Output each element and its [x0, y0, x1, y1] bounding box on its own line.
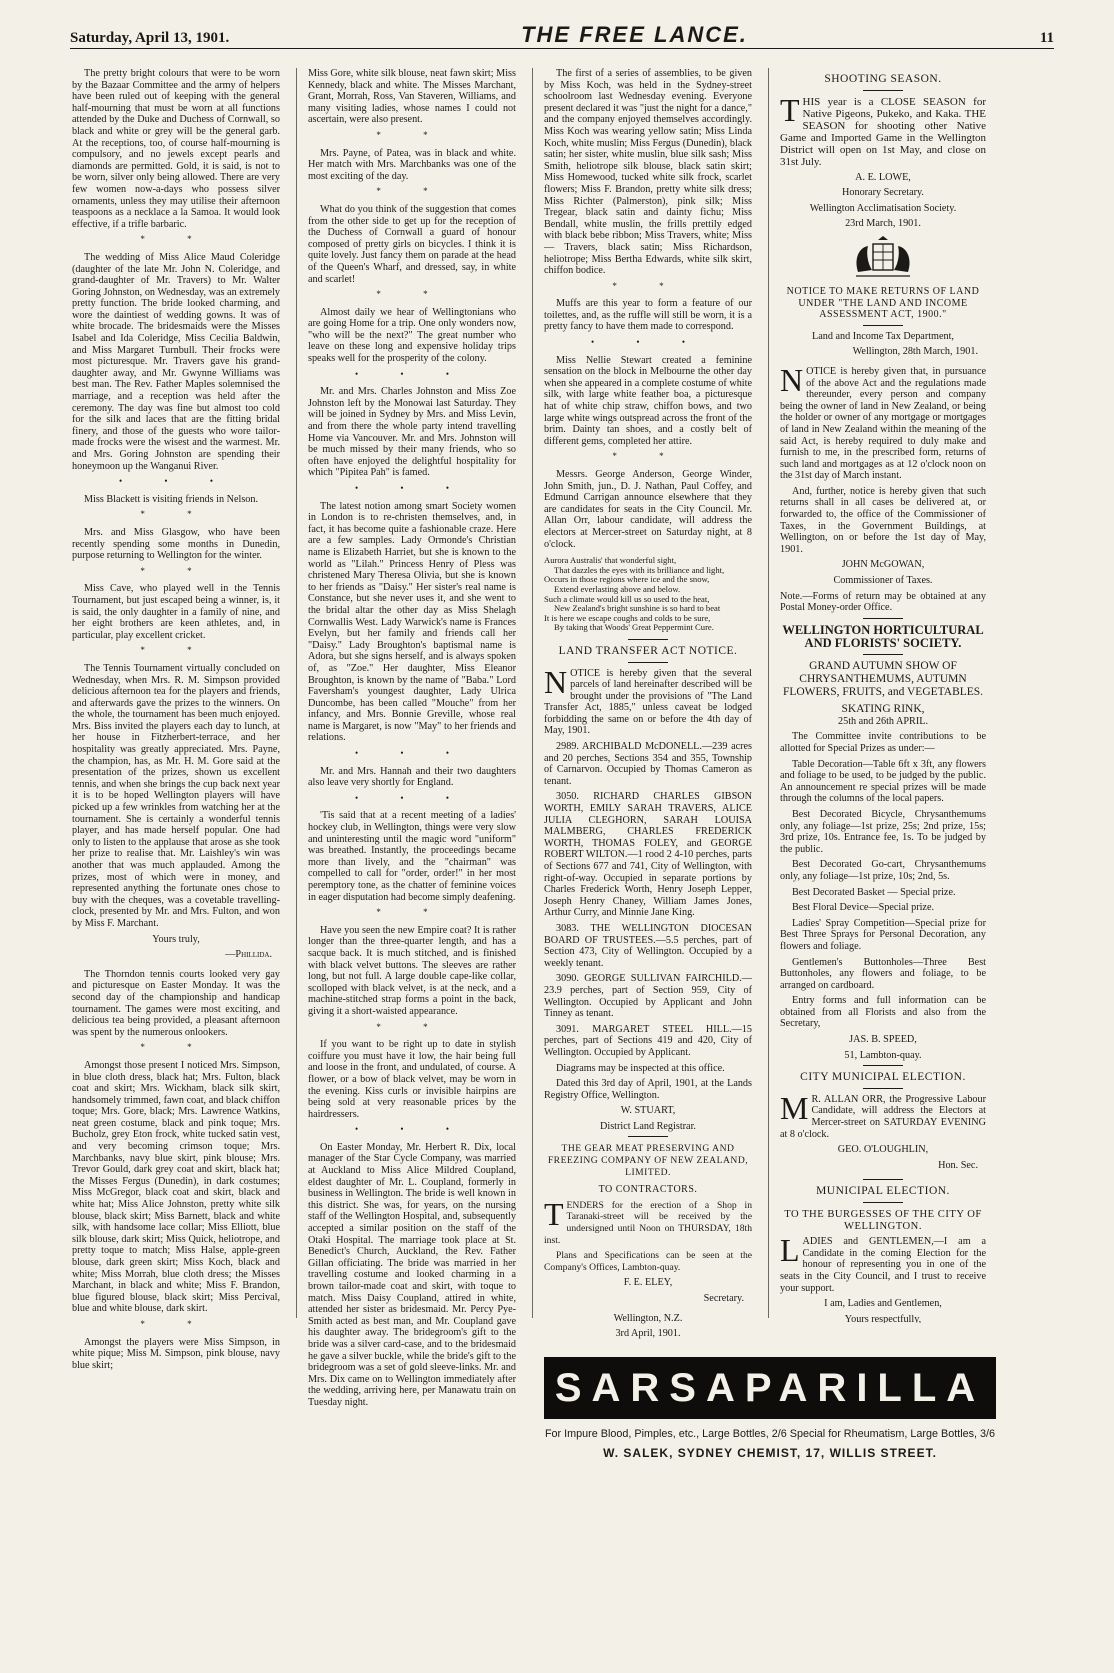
- sarsaparilla-banner: SARSAPARILLA: [544, 1357, 996, 1419]
- section-divider: • • •: [355, 792, 469, 803]
- divider: [863, 1202, 903, 1203]
- section-divider: • • •: [355, 483, 469, 493]
- paragraph: Muffs are this year to form a feature of our toilettes, and, as the ruffle will still be worn, it is a pretty fancy to have them made to correspond.: [544, 298, 752, 333]
- verse-line: It is here we escape coughs and colds to be sure,: [544, 612, 711, 623]
- paragraph: Table Decoration—Table 6ft x 3ft, any flowers and foliage to be used, to be judged by the public. An announcement re special prizes will be made through the columns of the local papers.: [780, 758, 986, 805]
- paragraph: Mr. and Mrs. Hannah and their two daughters also leave very shortly for England.: [308, 765, 516, 789]
- divider: [863, 325, 903, 326]
- paragraph: The latest notion among smart Society women in London is to re-christen themselves, and, in fact, it has become quite a fashionable craze. Here are a few samples. Lady Ormonde's Christian name is Elizabeth Harriet, but she is known to the world as "Lilah." Princess Henry of Pless was christened Mary Theresa Olivia, but she is known to her friends as "Daisy." Her sister's real name is Constance, but she never uses it, and she went to the bridal altar the other day as Miss Shelagh Cornwallis West. Lady Warwick's name is Frances Evelyn, but her family and friends call her "Daisy." Lady Broughton's baptismal name is Adora, but she signs herself, and is always spoken of, as "Zoe." Her daughter, Miss Eleanor Broughton, is known by the name of "Baba." Lord Faversham's youngest daughter, Lady Ulrica Duncombe, has been called "Mouche" from her infancy, and Mrs. Bonnie Greville, whose real name is Margaret, is now "May" to her friends and relations.: [308, 500, 516, 744]
- divider: [628, 639, 668, 640]
- verse-line: Occurs in those regions where ice and the snow,: [544, 574, 710, 585]
- paragraph: 2989. ARCHIBALD McDONELL.—239 acres and 20 perches, Sections 354 and 355, Township of Carnarvon. Occupied by Thomas Cameron as tenant.: [544, 741, 752, 787]
- section-divider: • • •: [591, 337, 705, 348]
- paragraph: Have you seen the new Empire coat? It is rather longer than the three-quarter length, and has a sacque back. It is much stitched, and is finished with black velvet buttons. The sleeves are rather long, but not full. A large double cape-like collar, scolloped with black velvet, is at the neck, and a machine-stitched strap forms a point in the back, giving it a short-waisted appearance.: [308, 924, 516, 1017]
- paragraph: LADIES and GENTLEMEN,—I am a Candidate in the coming Election for the honour of representing you in one of the seats in the City Council, and I trust to receive your support.: [780, 1232, 986, 1294]
- section-divider: • • •: [355, 748, 469, 759]
- paragraph: Best Decorated Bicycle, Chrysanthemums only, any foliage—1st prize, 25s; 2nd prize, 15s; 3rd prize, 10s. Entrance fee, 1s. To be judged by the public.: [780, 808, 986, 855]
- section-divider: * *: [612, 451, 684, 462]
- paragraph: The first of a series of assemblies, to be given by Miss Koch, was held in the Sydney-street schoolroom last Wednesday evening. Everyone present declared it was "just the night for a dance," and the company enjoyed themselves accordingly. Miss Koch was wearing yellow satin; Miss Linda Koch, white muslin; Miss Fergus (Dunedin), black satin; her sister, white muslin, blue silk sash; Miss Smith, heliotrope silk blouse, black satin skirt; Miss Homewood, tucked white silk frock, scarlet flowers; Miss F. Brandon, pretty white silk dress; Miss Richter (Palmerston), pink silk; Miss Tregear, black satin and dainty fichu; Miss Bendall, white muslin, the frills prettily edged with black bebe ribbon; Miss Travers, white; Miss — Travers, black satin; Miss Richardson, heliotrope; Miss Bertha Edwards, white silk skirt, chiffon bodice.: [544, 68, 752, 277]
- show-title: GRAND AUTUMN SHOW OF CHRYSANTHEMUMS, AUTUMN FLOWERS, FRUITS, and VEGETABLES.: [782, 659, 984, 698]
- section-divider: * *: [140, 234, 212, 245]
- divider: [863, 1179, 903, 1180]
- section-divider: * *: [140, 565, 212, 576]
- paragraph: If you want to be right up to date in stylish coiffure you must have it low, the hair being full and loose in the front, and undulated, of course. A flower, or a bow of black velvet, may be worn in the evening. Kiss curls or invisible hairpins are being sold at very reasonable prices by the hairdressers.: [308, 1039, 516, 1120]
- closing: Yours respectfully,: [844, 1313, 922, 1323]
- signoff: Yours truly,: [152, 933, 200, 945]
- section-divider: * *: [376, 1021, 448, 1032]
- issue-date: Saturday, April 13, 1901.: [70, 30, 230, 46]
- peppermint-cure-verse: [544, 556, 752, 633]
- paragraph: Dated this 3rd day of April, 1901, at the Lands Registry Office, Wellington.: [544, 1078, 752, 1101]
- society-name: Wellington Acclimatisation Society.: [809, 202, 957, 214]
- paragraph: Miss Nellie Stewart created a feminine sensation on the block in Melbourne the other day when she appeared in a complete costume of white silk, with large white feather boa, a picturesque hat of white chip straw, chiffon bows, and two large white wings outspread across the front of the brim. Dainty tan shoes, and a costly belt of different gems, completed her attire.: [544, 354, 752, 447]
- paragraph: Messrs. George Anderson, George Winder, John Smith, jun., D. J. Nathan, Paul Coffey, and Edmund Carrigan announce elsewhere that they are candidates for seats in the City Council. Mr. Allan Orr, labour candidate, will address the electors at Mercer-street on Saturday night, at 8 o'clock.: [544, 469, 752, 550]
- divider: [863, 1065, 903, 1066]
- section-divider: * *: [376, 289, 448, 300]
- divider: [628, 662, 668, 663]
- paragraph: Gentlemen's Buttonholes—Three Best Buttonholes, any flowers and foliage, to be arranged on cardboard.: [780, 956, 986, 991]
- signature: A. E. LOWE,: [855, 171, 911, 183]
- city-election-heading: CITY MUNICIPAL ELECTION.: [800, 1071, 966, 1084]
- paragraph: On Easter Monday, Mr. Herbert R. Dix, local manager of the Star Cycle Company, was married at Auckland to Miss Alice Mildred Coupland, eldest daughter of Mr. L. Coupland, formerly in business in Wellington. The bride is well known in this district. She was, for years, on the nursing staff of the Wellington Hospital, and, subsequently accepted a similar position on the staff of the Otaki Hospital. The marriage took place at St. Benedict's Church, Auckland, the Rev. Father Gillan officiating. The bride was married in her travelling costume and looked charming in a brown tailor-made coat and skirt, with toque to match. Miss Daisy Coupland, attired in white, attended her sister as bridesmaid. Mr. Percy Pye-Smith acted as best man, and Mr. Coupland gave his daughter away. The bridegroom's gift to the bride was a silver card-case, and to the bridesmaid he gave a silver buckle, while the bride's gift to the bridegroom was a set of gold sleeve-links. Mr. and Mrs. Dix came on to Wellington immediately after the wedding, arriving here, per Manawatu train on Tuesday night.: [308, 1141, 516, 1408]
- verse-line: Aurora Australis' that wonderful sight,: [544, 555, 677, 566]
- section-divider: • • •: [355, 1124, 469, 1135]
- advert-address: W. SALEK, SYDNEY CHEMIST, 17, WILLIS STREET.: [603, 1446, 937, 1460]
- date: Wellington, 28th March, 1901.: [852, 346, 978, 358]
- address: 51, Lambton-quay.: [844, 1049, 922, 1061]
- section-divider: * *: [140, 509, 212, 520]
- paragraph: Entry forms and full information can be obtained from all Florists and also from the Secretary,: [780, 995, 986, 1030]
- signature-title: Honorary Secretary.: [842, 187, 924, 199]
- paragraph: The Tennis Tournament virtually concluded on Wednesday, when Mrs. R. M. Simpson provided delicious afternoon tea for the players and friends, and afterwards gave the prizes to the winners. On the whole, the tournament has been much enjoyed. Mrs. Biss invited the players each day to lunch, at her house in Fitzherbert-terrace, and her hospitality was greatly appreciated. Mrs. Payne, the champion, has, as Mr. H. M. Gore said at the presentation of the prizes, shown us excellent tennis, and when she brings the cup back next year it is to be hoped Wellington players will have picked up a few wrinkles from watching her at the tournament. She is certainly a wonderful tennis player, and has made herself popular. One had only to listen to the applause that arose as she took her prize to realise that. Mr. Laishley's win was another that was much applauded. Among the prizes, most of which were in money, and represented anything the fortunate ones chose to buy with the cheques, was a covetable travelling-clock, presented by Mr. and Mrs. Fulton, and won by Miss F. Marchant.: [72, 662, 280, 929]
- contractors-heading: TO CONTRACTORS.: [598, 1184, 698, 1196]
- column-fashion-notes: [308, 68, 516, 1658]
- signature: F. E. ELEY,: [623, 1277, 673, 1289]
- section-divider: * *: [612, 280, 684, 291]
- section-divider: * *: [140, 1318, 212, 1329]
- paragraph: 3090. GEORGE SULLIVAN FAIRCHILD.—23.9 perches, part of Section 959, City of Wellington. Occupied by Applicant and John Tinney as tenant.: [544, 973, 752, 1020]
- page-header: [70, 22, 1054, 49]
- address-heading: TO THE BURGESSES OF THE CITY OF WELLINGTON.: [784, 1209, 982, 1232]
- paragraph: Plans and Specifications can be seen at the Company's Offices, Lambton-quay.: [544, 1250, 752, 1273]
- verse-line: By taking that Woods' Great Peppermint Cure.: [554, 622, 714, 633]
- section-divider: * *: [140, 1042, 212, 1053]
- paragraph: Best Decorated Go-cart, Chrysanthemums only, any foliage—1st prize, 10s; 2nd, 5s.: [780, 859, 986, 882]
- signature-title: Hon. Sec.: [938, 1159, 978, 1171]
- masthead-title: THE FREE LANCE.: [521, 22, 748, 47]
- paragraph: Ladies' Spray Competition—Special prize for Best Three Sprays for Personal Decoration, any flowers and foliage.: [780, 917, 986, 952]
- date: 3rd April, 1901.: [615, 1328, 681, 1340]
- page-number: 11: [1039, 30, 1054, 46]
- paragraph: NOTICE is hereby given that the several parcels of land hereinafter described will be brought under the provisions of "The Land Transfer Act, 1885," unless caveat be lodged forbidding the same on or before the 4th day of May, 1901.: [544, 663, 752, 737]
- paragraph: MR. ALLAN ORR, the Progressive Labour Candidate, will address the Electors at Mercer-street on SATURDAY EVENING at 8 o'clock.: [780, 1089, 986, 1140]
- column-notices: [544, 68, 752, 1358]
- gear-company-heading: THE GEAR MEAT PRESERVING AND FREEZING COMPANY OF NEW ZEALAND, LIMITED.: [547, 1143, 749, 1178]
- land-transfer-heading: LAND TRANSFER ACT NOTICE.: [558, 644, 738, 657]
- verse-line: Extend everlasting above and below.: [554, 583, 681, 594]
- paragraph: Amongst those present I noticed Mrs. Simpson, in blue cloth dress, black hat; Mrs. Fulton, black coat and skirt; Mrs. Wickham, black silk skirt, handsomely trimmed, fawn coat, and black chiffon toque; Mrs. Gore, black; Mrs. Lawrence Watkins, neat green costume, black and pink toque; Mrs. Bucholz, grey Eton frock, white tucked satin vest, and very becoming crimson toque; Mrs. Marchbanks, navy blue skirt, pink blouse; Mrs. Trevor Gould, dark grey coat and skirt, black hat; the Misses Fergus (Dunedin), in dark costumes; Miss McGregor, black coat and skirt, black and white hat; Miss Alice Johnston, pretty white silk blouse, black skirt; Miss Barnett, black and white silk, with handsome lace collar; Miss Elliott, blue silk blouse, dark skirt; Miss Quick, heliotrope, and pretty toque to match; Miss Halse, apple-green blouse, dark green skirt; Miss Koch, black and white; Miss Morrah, blue cloth dress; the Misses Marchant, in black and white; Miss F. Brandon, blue figured blouse, black skirt; Miss Percival, blue and white blouse, dark skirt.: [72, 1059, 280, 1315]
- signature-title: District Land Registrar.: [600, 1120, 696, 1132]
- paragraph: Miss Gore, white silk blouse, neat fawn skirt; Miss Kennedy, black and white. The Misses Marchant, Grant, Morrah, Ross, Van Staveren, Williams, and many visiting ladies, whose names I could not ascertain, were also present.: [308, 68, 516, 126]
- paragraph: Mrs. Payne, of Patea, was in black and white. Her match with Mrs. Marchbanks was one of the most exciting of the day.: [308, 147, 516, 182]
- divider: [863, 1088, 903, 1089]
- signature-title: Commissioner of Taxes.: [833, 575, 933, 587]
- date: 23rd March, 1901.: [845, 218, 921, 230]
- paragraph: THIS year is a CLOSE SEASON for Native Pigeons, Pukeko, and Kaka. THE SEASON for shooting other Native Game and Imported Game in the Wellington District will open on 1st May, and close on 31st July.: [780, 91, 986, 168]
- paragraph: Mr. and Mrs. Charles Johnston and Miss Zoe Johnston left by the Monowai last Saturday. They will be joined in Sydney by Mrs. and Miss Levin, and from there the whole party intend travelling Home via Vancouver. Mr. and Mrs. Johnston will be much missed by their many friends, who so often have enjoyed the delightful hospitality for which "Pipitea Pah" is famed.: [308, 386, 516, 479]
- paragraph: NOTICE is hereby given that, in pursuance of the above Act and the regulations made thereunder, every person and company being the owner of land in New Zealand, or being the holder or owner of any mortgage or mortgages of land in New Zealand within the meaning of the said Act, is hereby required to duly make and furnish to me, in the prescribed form, returns of such land and mortgages as at 12 o'clock noon on the 31st day of March instant.: [780, 361, 986, 482]
- paragraph: The pretty bright colours that were to be worn by the Bazaar Committee and the army of helpers have been ruled out of keeping with the general half-mourning that must be worn at all functions attended by the Duke and Duchess of Cornwall, so black and white or grey will be the general garb. At the receptions, too, of course half-mourning is compulsory, and no jewels except pearls and diamonds are permitted. Gold, it is said, is not to be worn, silver only being allowed. There are very few women now-a-days who possess silver ornaments, unless they may utilise their afternoon teaspoons as a necklace a la Samoa. It would look effective, if a trifle barbaric.: [72, 68, 280, 230]
- signature: GEO. O'LOUGHLIN,: [837, 1144, 929, 1156]
- paragraph: Best Floral Device—Special prize.: [792, 902, 935, 914]
- paragraph: TENDERS for the erection of a Shop in Taranaki-street will be received by the undersigned until Noon on THURSDAY, 18th inst.: [544, 1195, 752, 1246]
- paragraph: 'Tis said that at a recent meeting of a ladies' hockey club, in Wellington, things were very slow and uninteresting until the magic word "uniform" was breathed. Instantly, the proceedings became more than lively, and the "chairman" was compelled to call for "order, order!" in her most peremptory tone, as the chatter of feminine voices in eager disputation had become simply deafening.: [308, 810, 516, 903]
- paragraph: Miss Cave, who played well in the Tennis Tournament, but just escaped being a winner, is, it is said, the only daughter in a family of nine, and her eight brothers are keen athletes, and, in particular, play excellent cricket.: [72, 583, 280, 641]
- show-dates: 25th and 26th APRIL.: [838, 715, 928, 727]
- paragraph: The Thorndon tennis courts looked very gay and picturesque on Easter Monday. It was the second day of the championship and handicap tournament. The games were most exciting, and delicious tea being provided, a pleasant afternoon was spent by the numerous onlookers.: [72, 968, 280, 1038]
- verse-line: That dazzles the eyes with its brilliance and light,: [554, 564, 725, 575]
- signature: JOHN McGOWAN,: [841, 559, 925, 571]
- paragraph: Mrs. and Miss Glasgow, who have been recently spending some months in Dunedin, purpose returning to Wellington for the winter.: [72, 526, 280, 562]
- paragraph: The Committee invite contributions to be allotted for Special Prizes as under:—: [780, 731, 986, 754]
- place: Wellington, N.Z.: [613, 1312, 683, 1324]
- section-divider: • • •: [119, 476, 233, 487]
- section-divider: * *: [376, 186, 448, 197]
- land-tax-notice-heading: NOTICE TO MAKE RETURNS OF LAND UNDER "THE LAND AND INCOME ASSESSMENT ACT, 1900.": [786, 285, 980, 321]
- paragraph: 3091. MARGARET STEEL HILL.—15 perches, part of Sections 419 and 420, City of Wellington. Occupied by Applicant.: [544, 1023, 752, 1058]
- paragraph: What do you think of the suggestion that comes from the other side to get up for the reception of the Duchess of Cornwall a guard of honour composed of pretty girls on bicycles. I think it is quite lovely. Just fancy them on parade at the head of the Queen's Wharf, and dressed, say, in white and scarlet!: [308, 203, 516, 285]
- section-divider: * *: [140, 645, 212, 656]
- verse-line: New Zealand's bright sunshine is so hard to beat: [554, 603, 721, 614]
- section-divider: • • •: [355, 368, 469, 379]
- column-society-notes: [72, 68, 280, 1658]
- section-divider: * *: [376, 907, 448, 918]
- paragraph: Miss Blackett is visiting friends in Nelson.: [84, 493, 259, 505]
- divider: [863, 654, 903, 655]
- closing: I am, Ladies and Gentlemen,: [824, 1298, 942, 1310]
- note: Note.—Forms of return may be obtained at any Postal Money-order Office.: [780, 590, 986, 614]
- paragraph: The wedding of Miss Alice Maud Coleridge (daughter of the late Mr. John N. Coleridge, and grand-daughter of Mr. Travers) to Mr. Walter Goring Johnston, on Wednesday, was an extremely pretty function. The bride looked charming, and wore the daintiest of wedding gowns. It was of white brocade. The bridesmaids were the Misses Isabel and Ida Coleridge, Miss Cecilia Baldwin, and Miss Margaret Turnbull. Their frocks were most picturesque. Mr. Travers gave his grand-daughter away, and Mr. Gwynne Williams was best man. The Rev. Father Maples solemnised the marriage, and a reception was held after the ceremony. The day was fine but almost too cold for the silk and laces that are the fitting bridal finery, and those of the guests who wore tailor-made frocks were the wisest and the warmest. Mr. and Mrs. Goring Johnston are spending their honeymoon up the Wanganui River.: [72, 251, 280, 472]
- paragraph: Best Decorated Basket — Special prize.: [792, 886, 956, 898]
- municipal-election-heading: MUNICIPAL ELECTION.: [816, 1185, 950, 1198]
- show-venue: SKATING RINK,: [841, 702, 925, 715]
- paragraph: 3050. RICHARD CHARLES GIBSON WORTH, EMILY SARAH TRAVERS, ALICE JULIA CLEGHORN, SARAH LOUISA MALMBERG, CHARLES FREDERICK WORTH, THOMAS FOLEY, and GEORGE ROBERT WILTON.—1 rood 2 4-10 perches, parts of Sections 677 and 741, City of Wellington, with right-of-way. Occupied in separate portions by Charles Frederick Worth, Henry Joseph Lepper, Joseph Henry Chaney, William James Jones, Arthur Curry, and Minnie Jane King.: [544, 791, 752, 919]
- crest-emblem-icon: [848, 236, 918, 280]
- paragraph: 3083. THE WELLINGTON DIOCESAN BOARD OF TRUSTEES.—5.5 perches, part of Section 473, City of Wellington. Occupied by a weekly tenant.: [544, 922, 752, 969]
- paragraph: Amongst the players were Miss Simpson, in white pique; Miss M. Simpson, pink blouse, navy blue skirt;: [72, 1336, 280, 1371]
- paragraph: Diagrams may be inspected at this office.: [556, 1062, 725, 1074]
- signature-title: Secretary.: [703, 1293, 744, 1304]
- signature: W. STUART,: [620, 1105, 676, 1117]
- column-rule: [768, 68, 769, 1318]
- column-rule: [296, 68, 297, 1318]
- advert-subline: For Impure Blood, Pimples, etc., Large Bottles, 2/6 Special for Rheumatism, Large Bottles, 3/6: [544, 1428, 996, 1440]
- column-advertisements: [780, 68, 986, 1323]
- signature: —Phillida.: [225, 949, 272, 961]
- section-divider: * *: [376, 129, 448, 140]
- column-rule: [532, 68, 533, 1318]
- divider: [863, 90, 903, 91]
- department: Land and Income Tax Department,: [812, 330, 954, 342]
- paragraph: And, further, notice is hereby given that such returns shall in all cases be delivered at, or forwarded to, the office of the Commissioner of Taxes, in the Government Buildings, at Wellington, on or before the 1st day of May, 1901.: [780, 485, 986, 555]
- paragraph: Almost daily we hear of Wellingtonians who are going Home for a trip. One only wonders now, "who will be the next?" The great number who leave on these long and expensive holiday trips speaks well for the prosperity of the colony.: [308, 306, 516, 365]
- divider: [863, 618, 903, 619]
- horticultural-society-heading: WELLINGTON HORTICULTURAL AND FLORISTS' SOCIETY.: [782, 622, 984, 650]
- divider: [628, 1136, 668, 1137]
- shooting-season-heading: SHOOTING SEASON.: [824, 73, 942, 85]
- signature: JAS. B. SPEED,: [849, 1034, 917, 1046]
- verse-line: Such a climate would kill us so used to the heat,: [544, 593, 710, 604]
